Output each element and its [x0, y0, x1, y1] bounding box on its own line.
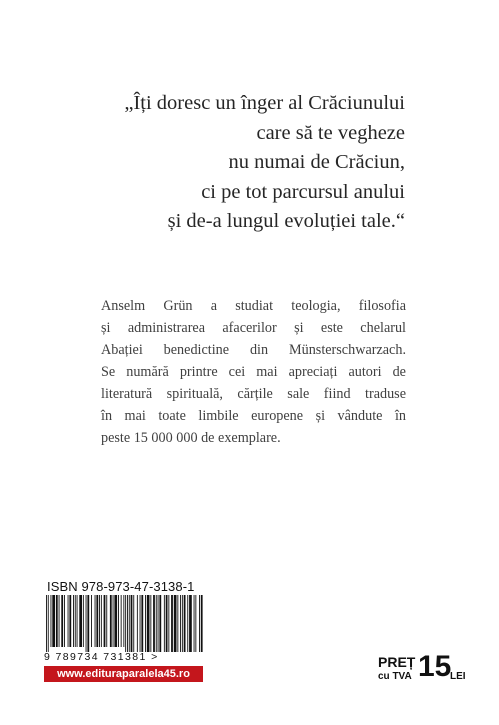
price-label: PREȚ [378, 654, 416, 670]
barcode-bar [159, 595, 161, 652]
barcode-bar [75, 595, 76, 647]
barcode-bar [164, 595, 165, 652]
barcode-bar [168, 595, 169, 652]
barcode-bar [79, 595, 82, 647]
barcode-bar [86, 595, 87, 652]
quote-line-4: ci pe tot parcursul anului [201, 180, 405, 203]
publisher-website: www.edituraparalela45.ro [44, 666, 203, 682]
barcode-bar [101, 595, 102, 647]
barcode-bar [123, 595, 124, 647]
barcode-bar [156, 595, 157, 652]
bio-line-2: și administrarea afacerilor și este chelarul [101, 320, 406, 336]
barcode-bar [68, 595, 69, 647]
barcode-digits: 9 789734 731381 > [44, 651, 159, 663]
barcode-bar [174, 595, 177, 652]
barcode-bar [73, 595, 74, 647]
author-bio [101, 295, 406, 449]
barcode-bar [91, 595, 92, 647]
barcode-bar [158, 595, 159, 652]
barcode-bar [59, 595, 60, 647]
price-value: 15 [418, 650, 452, 683]
barcode-bar [113, 595, 114, 647]
barcode-bar [194, 595, 195, 652]
barcode-bar [137, 595, 138, 652]
barcode-bar [141, 595, 143, 652]
barcode-bar [125, 595, 126, 652]
bio-line-5: literatură spirituală, cărțile sale fiind traduse [101, 386, 406, 402]
barcode-bar [145, 595, 146, 652]
barcode-bar [166, 595, 168, 652]
quote-block [60, 89, 405, 237]
barcode-bar [46, 595, 47, 652]
quote-line-3: nu numai de Crăciun, [228, 151, 405, 173]
barcode-bar [140, 595, 141, 652]
barcode-bar [127, 595, 128, 652]
isbn-text: ISBN 978-973-47-3138-1 [47, 579, 195, 594]
quote-line-5: și de-a lungul evoluției tale.“ [167, 210, 405, 232]
barcode-bar [182, 595, 183, 652]
barcode-bar [87, 595, 89, 652]
barcode-bar [96, 595, 98, 647]
barcode-bar [195, 595, 196, 652]
quote-line-1: „Îți doresc un înger al Crăciunului [124, 92, 405, 114]
barcode-image [44, 595, 203, 652]
barcode-bar [171, 595, 173, 652]
barcode-bar [189, 595, 192, 652]
barcode-bar [61, 595, 63, 647]
barcode-bar [118, 595, 119, 647]
barcode-bar [199, 595, 200, 652]
barcode-bar [69, 595, 71, 647]
bio-line-7: peste 15 000 000 de exemplare. [101, 430, 281, 446]
barcode-bar [201, 595, 203, 652]
barcode-bar [83, 595, 84, 647]
price-tag [378, 650, 466, 686]
barcode-bar [64, 595, 65, 647]
barcode-bar [106, 595, 107, 647]
barcode-bar [51, 595, 52, 647]
barcode-bar [187, 595, 188, 652]
bio-line-4: Se numără printre cei mai apreciați autori de [101, 364, 406, 380]
barcode-bar [129, 595, 130, 652]
bio-line-1: Anselm Grün a studiat teologia, filosofia [101, 298, 406, 314]
barcode-bar [184, 595, 186, 652]
barcode-bar [56, 595, 58, 647]
quote-line-2: care să te vegheze [256, 121, 405, 144]
barcode-bar [153, 595, 155, 652]
barcode-bar [147, 595, 150, 652]
bio-line-6: în mai toate limbile europene și vândute în [101, 408, 406, 424]
barcode-bar [99, 595, 100, 647]
barcode-bar [133, 595, 134, 652]
bio-line-3: Abației benedictine din Münsterschwarzach. [101, 342, 406, 358]
barcode-bar [48, 595, 49, 652]
barcode-bar [114, 595, 117, 647]
barcode-bar [95, 595, 96, 647]
barcode-bar [104, 595, 106, 647]
price-vat-label: cu TVA [378, 671, 412, 682]
barcode-bar [52, 595, 55, 647]
barcode-bar [121, 595, 122, 647]
barcode-bar [131, 595, 133, 652]
barcode-bar [110, 595, 112, 647]
barcode-bar [177, 595, 178, 652]
barcode-bar [77, 595, 78, 647]
barcode-bar [180, 595, 181, 652]
price-currency: LEI [450, 671, 466, 682]
barcode-bar [150, 595, 151, 652]
